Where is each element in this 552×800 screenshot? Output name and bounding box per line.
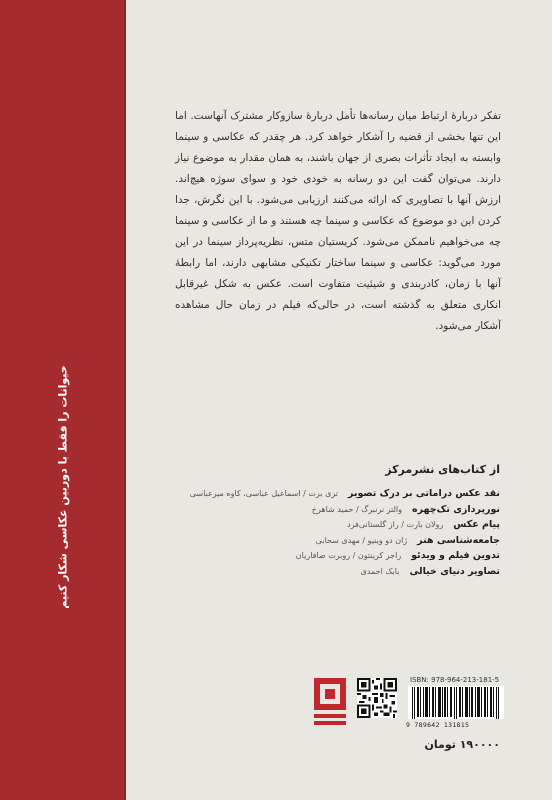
list-item (130, 535, 500, 551)
publisher-list-heading: از کتاب‌های نشرمرکز (385, 463, 500, 476)
list-item (130, 550, 500, 566)
book-title: پیام عکس (453, 519, 500, 530)
list-item (130, 488, 500, 504)
list-item (130, 519, 500, 535)
spine-title: حیوانات را فقط با دوربین عکاسی شکار کنیم (56, 365, 70, 609)
book-authors: بابک احمدی (360, 566, 400, 576)
price-label: ۱۹۰۰۰۰ تومان (424, 738, 500, 751)
book-spine (0, 0, 126, 800)
book-title: نقد عکس دراماتی بر درک تصویر (347, 488, 500, 499)
book-title: تصاویر دنیای خیالی (409, 565, 500, 577)
book-authors: والتر نرنبرگ / حمید شاهرخ (311, 504, 402, 514)
book-authors: راجر کرینتون / روبرت صافاریان (295, 551, 402, 560)
book-authors: ژان دو وینیو / مهدی سحابی (315, 535, 408, 545)
publisher-logo-icon (312, 676, 348, 728)
book-authors: رولان بارت / راز گلستانی‌فرد (347, 520, 444, 529)
isbn-number: ISBN: 978-964-213-181-5 (410, 676, 500, 684)
qr-code-icon (357, 678, 397, 718)
blurb-paragraph: تفکر دربارهٔ ارتباط میان رسانه‌ها تأمل دربارهٔ سازوکار مشترک آنهاست. اما این تنها بخشی از قضیه را آشکار خواهد کرد. هر چقدر که عکاسی و سینما وابسته به ایجاد تأثرات بصری از جهان باشند، به همان مقدار به موضوع نیاز دارند. می‌توان گفت این دو رسانه به خودی خود و سوای سوژه هیچ‌اند. ارزش آنها با تصاویری که ارائه می‌کنند ارزیابی می‌شود. با این نگرش، جدا کردن این دو موضوع که عکاسی و سینما چه هستند و ما از عکاسی و سینما چه می‌خواهیم ناممکن می‌شود. کریستیان متس، نظریه‌پرداز سینما در این مورد می‌گوید: عکاسی و سینما ساختار تکنیکی مشابهی دارند، اما رابطهٔ آنها با زمان، کادربندی و شیئیت متفاوت است. عکس به شکل غیرقابل انکاری متعلق به گذشته است، در حالی‌که فیلم در زمان حال مشاهده آشکار می‌شود. (175, 110, 501, 332)
back-cover-blurb (175, 106, 501, 337)
book-title: جامعه‌شناسی هنر (417, 534, 500, 546)
publisher-book-list (130, 488, 500, 581)
barcode-icon (408, 686, 504, 719)
barcode-digits: 9 789642 131815 (406, 721, 470, 729)
book-title: نورپردازی تک‌چهره (411, 503, 500, 515)
list-item (130, 504, 500, 520)
list-item (130, 566, 500, 582)
book-title: تدوین فیلم و ویدئو (411, 550, 500, 561)
book-authors: تری برت / اسماعیل عباسی، کاوه میرعباسی (189, 489, 338, 498)
